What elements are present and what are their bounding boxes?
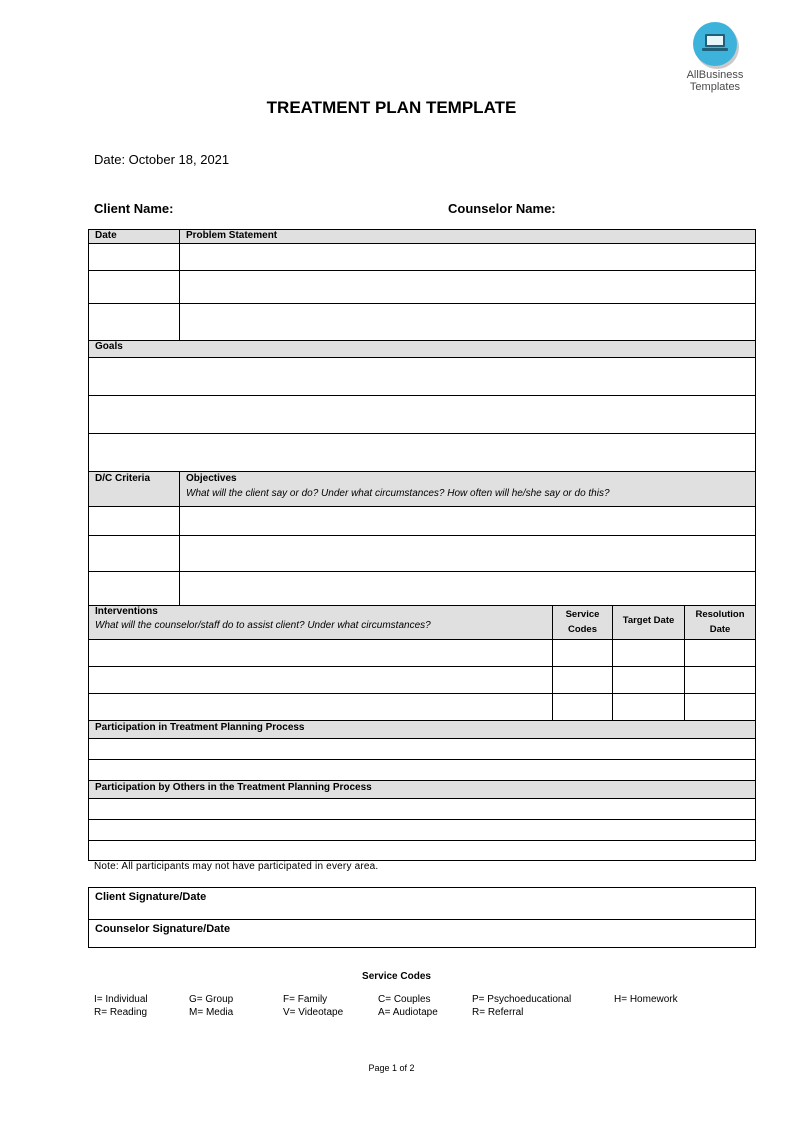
service-code-field[interactable] (552, 667, 612, 693)
problem-date-field[interactable] (89, 304, 179, 340)
intervention-field[interactable] (89, 667, 552, 693)
problem-statement-header: Problem Statement (179, 230, 755, 243)
participation-others-field[interactable] (88, 841, 756, 861)
target-date-field[interactable] (612, 667, 684, 693)
participation-field[interactable] (88, 760, 756, 781)
service-code: R= Reading (94, 1007, 148, 1018)
objectives-header: Objectives (186, 473, 237, 484)
participation-header: Participation in Treatment Planning Process (95, 722, 305, 733)
objective-field[interactable] (179, 507, 755, 535)
date-line: Date: October 18, 2021 (94, 152, 230, 167)
service-code-field[interactable] (552, 640, 612, 666)
laptop-icon (693, 22, 737, 66)
service-code: H= Homework (614, 994, 678, 1005)
interventions-header-cell (89, 606, 552, 639)
problem-header-row (88, 229, 756, 244)
resolution-date-header: Resolution Date (684, 606, 755, 639)
logo-text-line2: Templates (689, 81, 741, 93)
service-code: V= Videotape (283, 1007, 344, 1018)
participation-field[interactable] (88, 739, 756, 760)
service-code: A= Audiotape (378, 1007, 438, 1018)
interventions-header-row (88, 606, 756, 640)
client-name-label: Client Name: (94, 201, 174, 216)
service-code: F= Family (283, 994, 328, 1005)
problem-statement-field[interactable] (179, 271, 755, 303)
interventions-header: Interventions (95, 606, 158, 617)
service-code: C= Couples (378, 994, 431, 1005)
logo-text-line1: AllBusiness (686, 69, 744, 81)
problem-row (88, 271, 756, 304)
participation-header-row (88, 721, 756, 739)
objectives-prompt: What will the client say or do? Under what circumstances? How often will he/she say or do this? (186, 488, 610, 499)
participation-others-field[interactable] (88, 799, 756, 820)
goals-field[interactable] (88, 434, 756, 472)
problem-statement-field[interactable] (179, 244, 755, 270)
counselor-name-label: Counselor Name: (448, 201, 556, 216)
service-code: R= Referral (472, 1007, 524, 1018)
dc-criteria-header: D/C Criteria (95, 473, 151, 484)
objective-field[interactable] (179, 572, 755, 605)
objective-row (88, 536, 756, 572)
problem-date-field[interactable] (89, 271, 179, 303)
target-date-field[interactable] (612, 694, 684, 720)
participation-others-field[interactable] (88, 820, 756, 841)
resolution-date-field[interactable] (684, 694, 755, 720)
target-date-field[interactable] (612, 640, 684, 666)
dc-criteria-field[interactable] (89, 507, 179, 535)
service-codes-header: Service Codes (552, 606, 612, 639)
date-column-header: Date (95, 230, 117, 241)
counselor-signature-field[interactable] (88, 920, 756, 948)
resolution-date-field[interactable] (684, 640, 755, 666)
intervention-row (88, 640, 756, 667)
service-codes-row (94, 994, 694, 1007)
treatment-plan-form (88, 229, 756, 861)
counselor-signature-label: Counselor Signature/Date (95, 923, 231, 935)
problem-row (88, 244, 756, 271)
service-code: I= Individual (94, 994, 148, 1005)
intervention-row (88, 694, 756, 721)
page-title: TREATMENT PLAN TEMPLATE (266, 98, 517, 117)
objectives-header-row (88, 472, 756, 507)
dc-criteria-field[interactable] (89, 572, 179, 605)
objective-row (88, 572, 756, 606)
service-code-field[interactable] (552, 694, 612, 720)
signature-block (88, 887, 756, 948)
problem-statement-field[interactable] (179, 304, 755, 340)
goals-field[interactable] (88, 396, 756, 434)
service-code: M= Media (189, 1007, 234, 1018)
service-codes-legend (94, 994, 694, 1020)
problem-date-field[interactable] (89, 244, 179, 270)
resolution-date-field[interactable] (684, 667, 755, 693)
interventions-prompt: What will the counselor/staff do to assist client? Under what circumstances? (95, 620, 431, 631)
service-code: P= Psychoeducational (472, 994, 572, 1005)
goals-header: Goals (95, 341, 123, 352)
goals-field[interactable] (88, 358, 756, 396)
service-code: G= Group (189, 994, 234, 1005)
page-number: Page 1 of 2 (368, 1063, 415, 1073)
objectives-header-cell (179, 472, 755, 506)
service-codes-title: Service Codes (362, 971, 431, 982)
client-signature-field[interactable] (88, 887, 756, 920)
allbusiness-templates-logo (680, 22, 750, 93)
dc-criteria-field[interactable] (89, 536, 179, 571)
target-date-header: Target Date (612, 606, 684, 639)
intervention-field[interactable] (89, 694, 552, 720)
goals-header-row (88, 341, 756, 358)
objective-field[interactable] (179, 536, 755, 571)
participation-others-header: Participation by Others in the Treatment Planning Process (95, 782, 372, 793)
participation-note: Note: All participants may not have participated in every area. (94, 861, 379, 872)
service-codes-row (94, 1007, 694, 1020)
client-signature-label: Client Signature/Date (95, 891, 207, 903)
problem-row (88, 304, 756, 341)
intervention-row (88, 667, 756, 694)
objective-row (88, 507, 756, 536)
participation-others-header-row (88, 781, 756, 799)
intervention-field[interactable] (89, 640, 552, 666)
